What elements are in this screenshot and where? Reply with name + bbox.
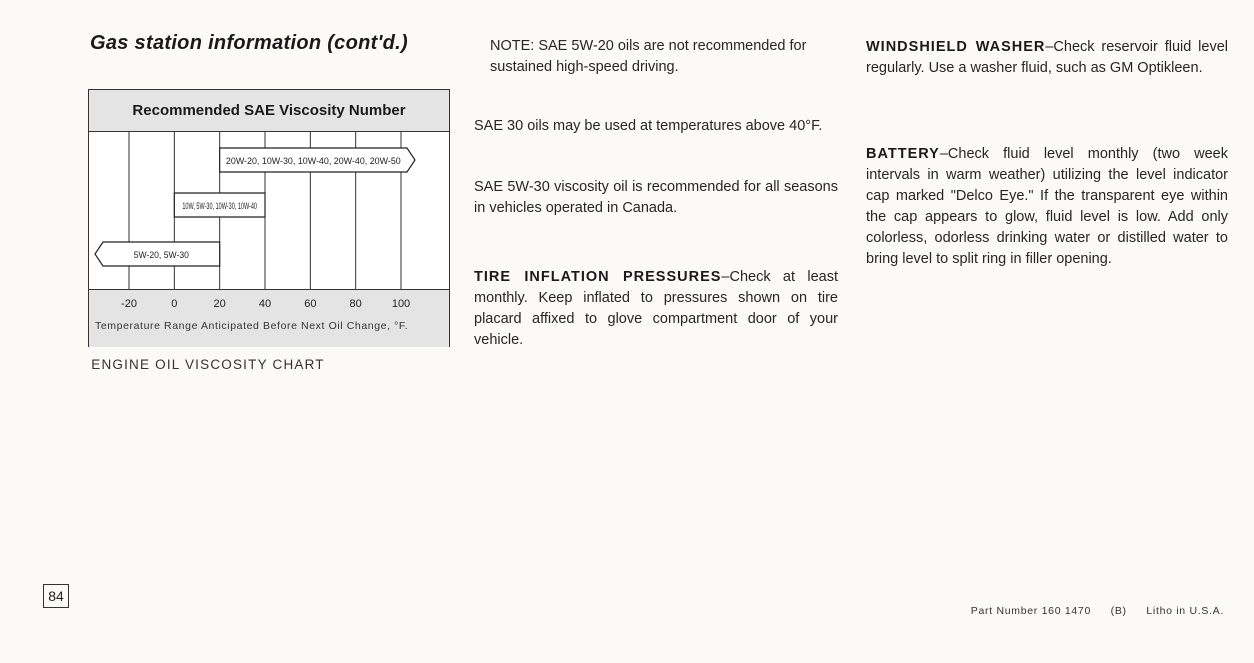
washer-lead: WINDSHIELD WASHER (866, 39, 1046, 55)
page-number: 84 (43, 584, 69, 608)
variant-code: (B) (1110, 605, 1127, 617)
tire-lead: TIRE INFLATION PRESSURES (474, 269, 722, 285)
tick-label: 80 (349, 298, 362, 310)
viscosity-range-bar (220, 148, 415, 172)
range-bar-label: 20W-20, 10W-30, 10W-40, 20W-40, 20W-50 (225, 156, 401, 167)
range-bar-label: 5W-20, 5W-30 (133, 250, 189, 261)
footer-info (971, 605, 1224, 617)
part-number: Part Number 160 1470 (970, 605, 1092, 617)
chart-title: Recommended SAE Viscosity Number (89, 90, 449, 132)
chart-plot (89, 132, 449, 289)
note-text: NOTE: SAE 5W-20 oils are not recommended for sustained high-speed driving. (490, 38, 807, 75)
washer-paragraph (866, 37, 1228, 79)
tick-label: 20 (213, 298, 226, 310)
chart-caption: ENGINE OIL VISCOSITY CHART (91, 357, 325, 372)
tick-label: 40 (258, 298, 272, 310)
washer-text: –Check reservoir fluid level regularly. Use a washer fluid, such as GM Optikleen. (866, 39, 1228, 76)
tire-text: –Check at least monthly. Keep inflated to pressures shown on tire placard affixed to glove compartment door of your vehicle. (474, 269, 838, 348)
range-bar-label: 10W, 5W-30, 10W-30, 10W-40 (182, 201, 257, 212)
viscosity-chart (88, 89, 450, 347)
tire-paragraph (474, 267, 838, 351)
sae30-text: SAE 30 oils may be used at temperatures above 40°F. (474, 118, 823, 134)
sae30-paragraph (474, 116, 838, 137)
tick-label: 100 (391, 298, 411, 310)
tick-label: 60 (304, 298, 317, 310)
tick-label: -20 (121, 298, 137, 310)
viscosity-range-bar (95, 242, 220, 266)
battery-paragraph (866, 144, 1228, 270)
battery-text: –Check fluid level monthly (two week intervals in warm weather) utilizing the level indicator cap marked "Delco Eye." If the transparent eye within the cap appears to glow, fluid level is low. Add only colorless, odorless drinking water or distilled water to bring level to split ring in filler opening. (866, 146, 1228, 267)
note-paragraph (490, 36, 828, 78)
sae5w30-text: SAE 5W-30 viscosity oil is recommended for all seasons in vehicles operated in Canada. (474, 179, 838, 216)
chart-body (89, 132, 449, 289)
sae5w30-paragraph (474, 177, 838, 219)
chart-axis (89, 289, 449, 347)
axis-label: Temperature Range Anticipated Before Next Oil Change, °F. (95, 320, 409, 332)
tick-label: 0 (171, 298, 178, 310)
page-heading: Gas station information (cont'd.) (90, 32, 408, 54)
viscosity-range-bar (174, 193, 265, 217)
battery-lead: BATTERY (866, 146, 940, 162)
litho-text: Litho in U.S.A. (1146, 605, 1224, 617)
